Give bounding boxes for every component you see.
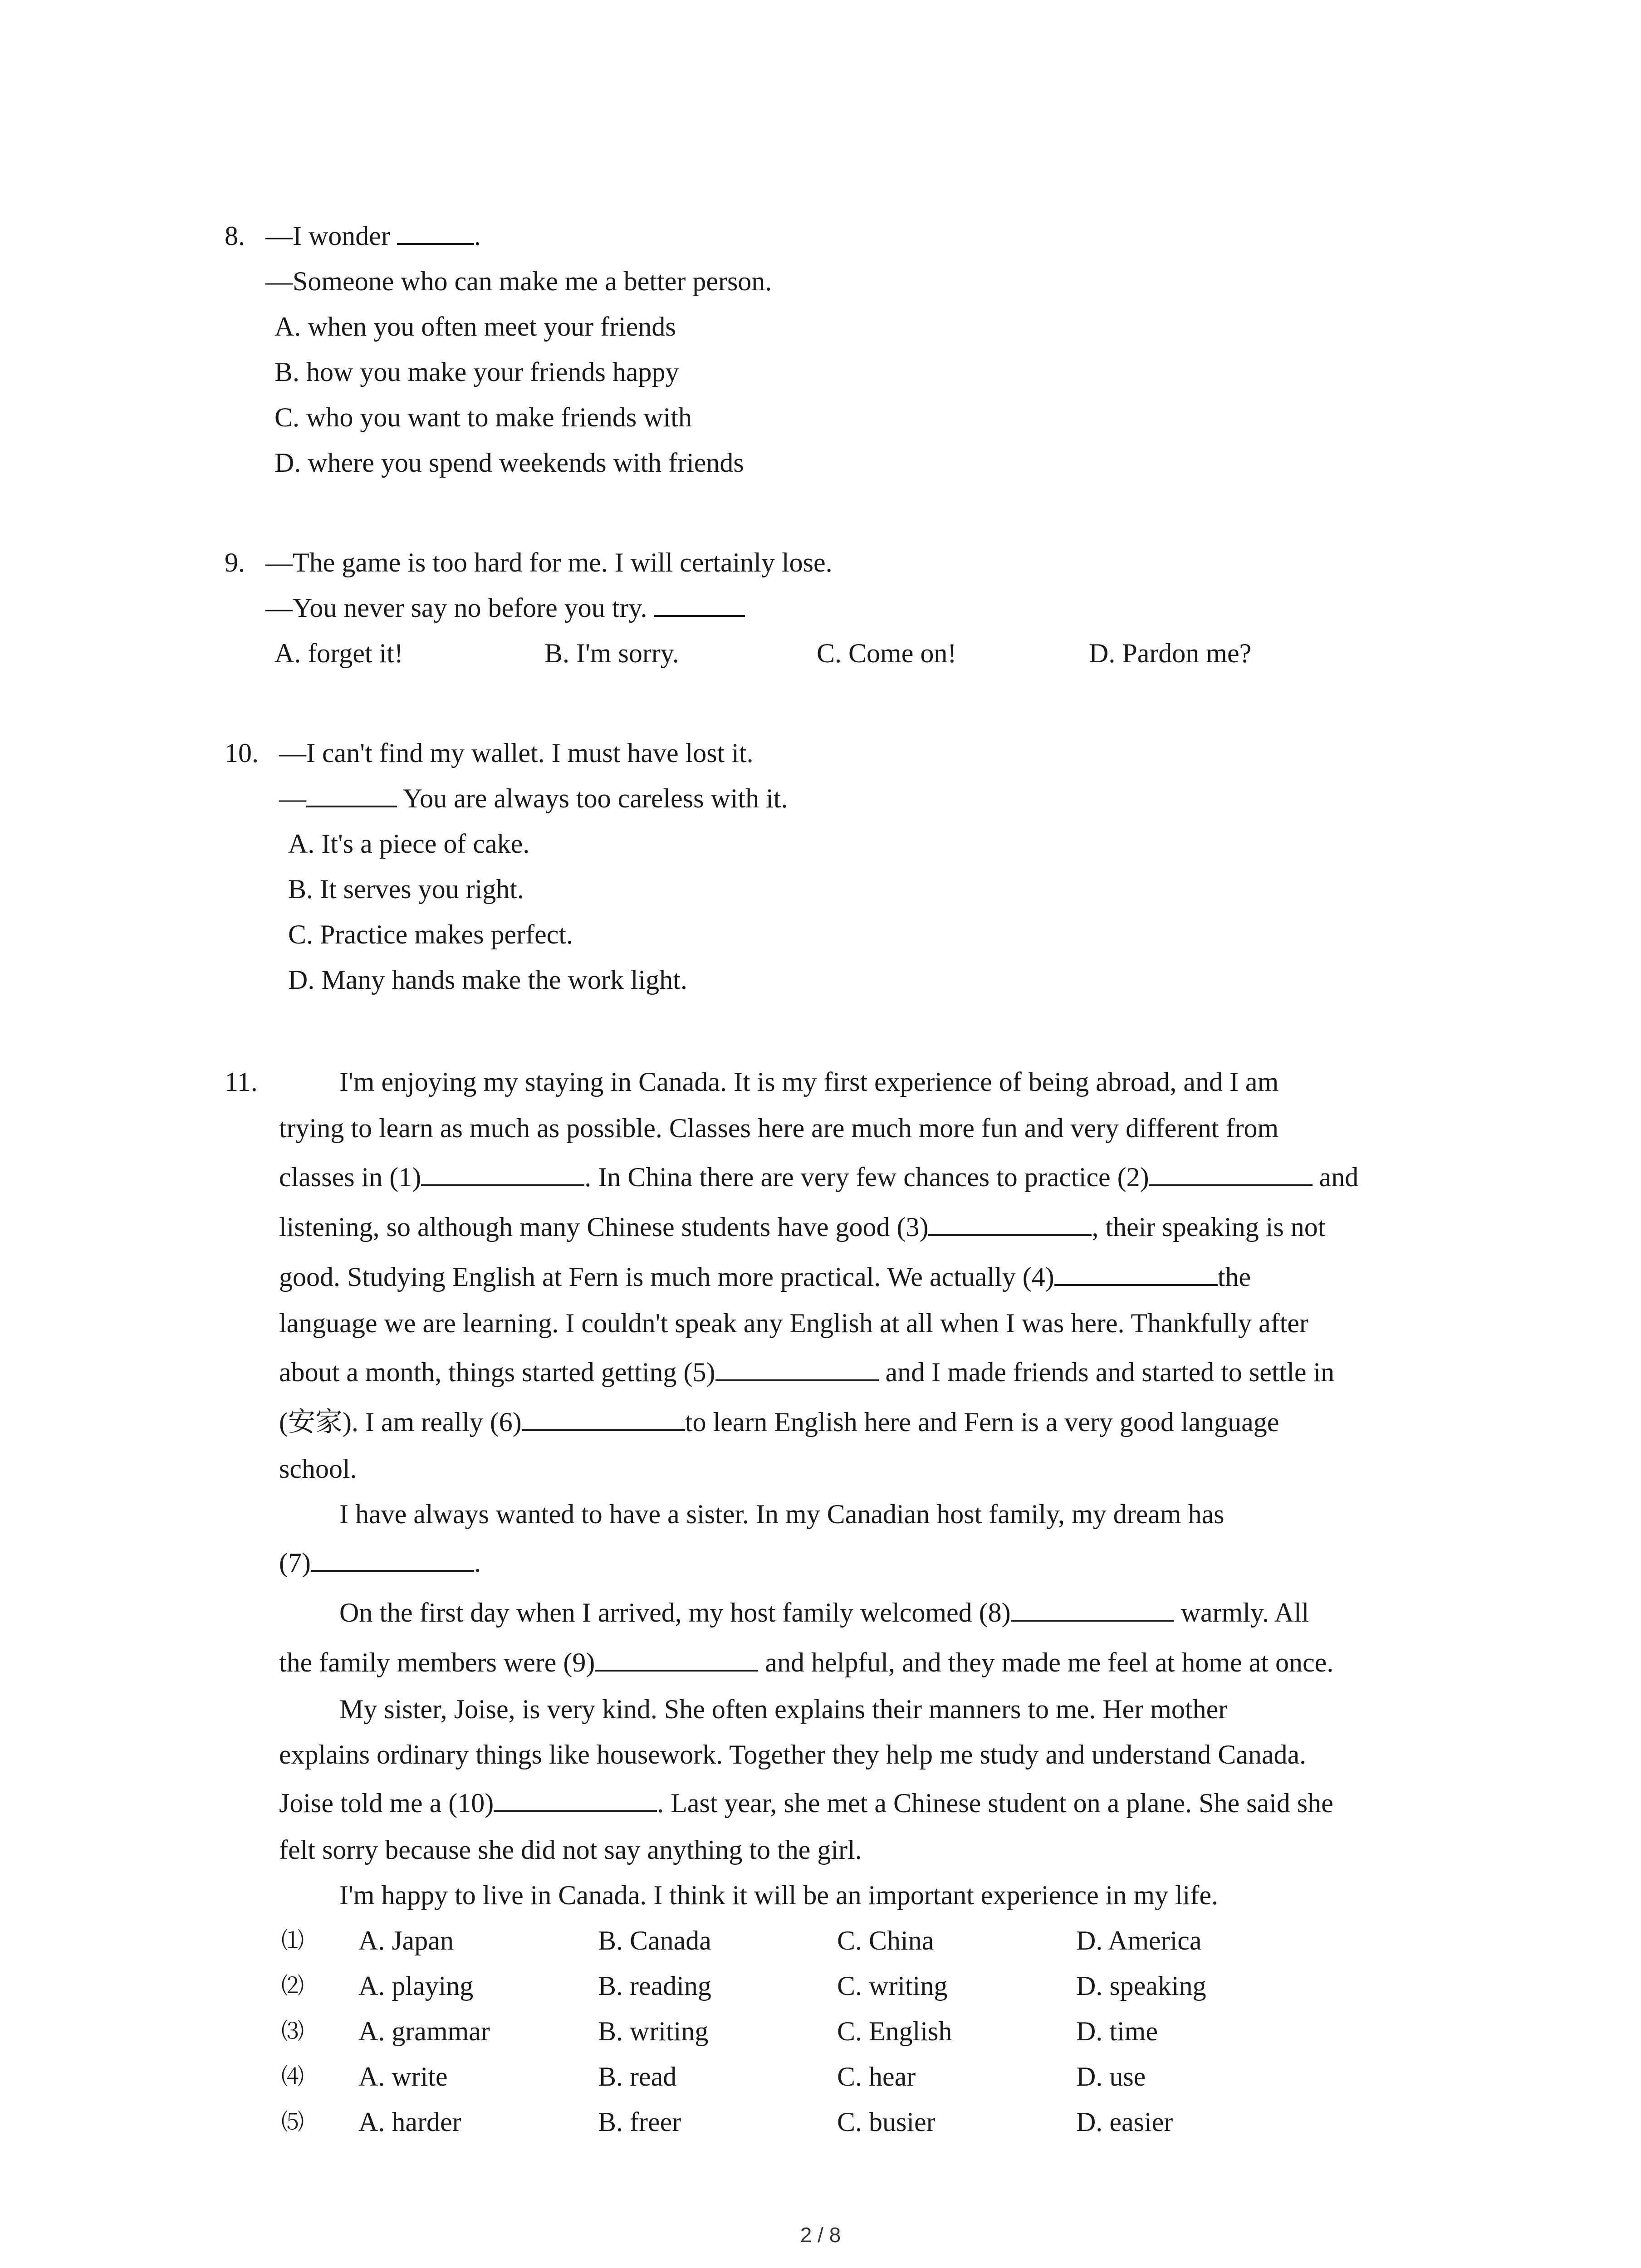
passage-line: I'm happy to live in Canada. I think it will be an important experience in my life. [339,1880,1218,1910]
passage-line [279,1404,1279,1440]
option-a[interactable]: A. write [358,2062,448,2092]
question-number: 10. [225,738,259,768]
option-a[interactable]: A. when you often meet your friends [274,312,676,342]
question-response [279,780,788,816]
blank-5[interactable] [715,1379,879,1381]
option-a[interactable]: A. Japan [358,1926,454,1955]
stem-text: —You never say no before you try. [265,593,647,623]
answer-blank[interactable] [306,806,397,807]
passage-line: school. [279,1454,357,1484]
option-c[interactable]: C. hear [837,2062,916,2092]
option-b[interactable]: B. read [598,2062,677,2092]
question-number: 9. [225,547,245,577]
passage-text: the family members were (9) [279,1647,595,1677]
option-d[interactable]: D. time [1076,2016,1158,2046]
passage-text: . [474,1548,481,1578]
option-d[interactable]: D. Pardon me? [1089,638,1252,668]
passage-text: . Last year, she met a Chinese student on a plane. She said she [657,1788,1333,1818]
question-number: 11. [225,1067,258,1097]
question-stem: —I can't find my wallet. I must have lost it. [279,738,754,768]
option-a[interactable]: A. forget it! [274,638,403,668]
passage-text: to learn English here and Fern is a very good language [685,1407,1279,1437]
option-c[interactable]: C. Come on! [817,638,957,668]
answer-blank[interactable] [654,615,745,617]
option-b[interactable]: B. freer [598,2107,681,2137]
stem-text: . [474,221,481,251]
blank-1[interactable] [421,1184,584,1186]
question-stem [265,218,481,254]
passage-text: and [1312,1162,1359,1192]
question-response: —Someone who can make me a better person. [265,266,772,296]
passage-text: and helpful, and they made me feel at home at once. [758,1647,1334,1677]
option-c[interactable]: C. busier [837,2107,936,2137]
passage-text: good. Studying English at Fern is much more practical. We actually (4) [279,1262,1054,1292]
blank-3[interactable] [928,1234,1092,1236]
option-a[interactable]: A. It's a piece of cake. [288,829,530,859]
passage-text: the [1217,1262,1251,1292]
passage-text: . In China there are very few chances to practice (2) [584,1162,1149,1192]
option-a[interactable]: A. grammar [358,2016,490,2046]
page-number: 2 / 8 [800,2223,841,2247]
option-b[interactable]: B. Canada [598,1926,711,1955]
question-response [265,590,745,626]
passage-text: On the first day when I arrived, my host family welcomed (8) [339,1598,1011,1628]
passage-text: about a month, things started getting (5) [279,1357,715,1387]
blank-7[interactable] [311,1570,474,1572]
question-stem: —The game is too hard for me. I will certainly lose. [265,547,833,577]
blank-2[interactable] [1149,1184,1313,1186]
passage-text: and I made friends and started to settle in [878,1357,1335,1387]
option-b[interactable]: B. writing [598,2016,709,2046]
passage-text: , their speaking is not [1092,1212,1326,1242]
stem-text: — [279,783,306,813]
passage-text: (安家). I am really (6) [279,1407,522,1437]
passage-line: felt sorry because she did not say anything to the girl. [279,1835,862,1865]
passage-line: language we are learning. I couldn't speak any English at all when I was here. Thankfully after [279,1308,1308,1338]
option-d[interactable]: D. speaking [1076,1971,1206,2001]
passage-line [279,1354,1334,1390]
blank-8[interactable] [1011,1620,1174,1622]
sub-question-number: ⑴ [281,1927,304,1954]
option-c[interactable]: C. English [837,2016,952,2046]
option-a[interactable]: A. playing [358,1971,474,2001]
passage-text: (7) [279,1548,311,1578]
passage-line: I'm enjoying my staying in Canada. It is my first experience of being abroad, and I am [339,1067,1279,1097]
question-number: 8. [225,221,245,251]
sub-question-number: ⑶ [281,2018,304,2044]
option-c[interactable]: C. Practice makes perfect. [288,919,573,949]
option-d[interactable]: D. Many hands make the work light. [288,965,687,995]
blank-6[interactable] [522,1429,685,1431]
option-b[interactable]: B. how you make your friends happy [274,357,679,387]
stem-text: You are always too careless with it. [397,783,788,813]
passage-line [279,1785,1333,1821]
sub-question-number: ⑵ [281,1973,304,1999]
option-d[interactable]: D. use [1076,2062,1146,2092]
passage-line [279,1644,1333,1681]
passage-line [279,1159,1358,1195]
sub-question-number: ⑸ [281,2109,304,2135]
option-a[interactable]: A. harder [358,2107,461,2137]
passage-line [279,1545,481,1581]
answer-blank[interactable] [397,243,474,245]
blank-4[interactable] [1054,1284,1218,1286]
passage-text: listening, so although many Chinese students have good (3) [279,1212,929,1242]
passage-line: I have always wanted to have a sister. In my Canadian host family, my dream has [339,1499,1225,1529]
blank-10[interactable] [494,1810,657,1812]
sub-question-number: ⑷ [281,2063,304,2090]
passage-line [339,1594,1309,1631]
option-d[interactable]: D. easier [1076,2107,1173,2137]
passage-line: explains ordinary things like housework. Together they help me study and understand Canada. [279,1740,1307,1769]
passage-line [279,1259,1251,1295]
passage-line: My sister, Joise, is very kind. She often explains their manners to me. Her mother [339,1694,1228,1724]
option-c[interactable]: C. writing [837,1971,948,2001]
option-c[interactable]: C. who you want to make friends with [274,402,692,432]
passage-line [279,1209,1325,1245]
passage-line: trying to learn as much as possible. Classes here are much more fun and very different from [279,1113,1279,1143]
option-d[interactable]: D. America [1076,1926,1202,1955]
passage-text: warmly. All [1174,1598,1309,1628]
passage-text: classes in (1) [279,1162,421,1192]
passage-text: Joise told me a (10) [279,1788,494,1818]
option-b[interactable]: B. I'm sorry. [544,638,679,668]
option-d[interactable]: D. where you spend weekends with friends [274,448,744,478]
option-b[interactable]: B. reading [598,1971,711,2001]
option-c[interactable]: C. China [837,1926,934,1955]
blank-9[interactable] [595,1670,758,1672]
option-b[interactable]: B. It serves you right. [288,874,524,904]
stem-text: —I wonder [265,221,390,251]
